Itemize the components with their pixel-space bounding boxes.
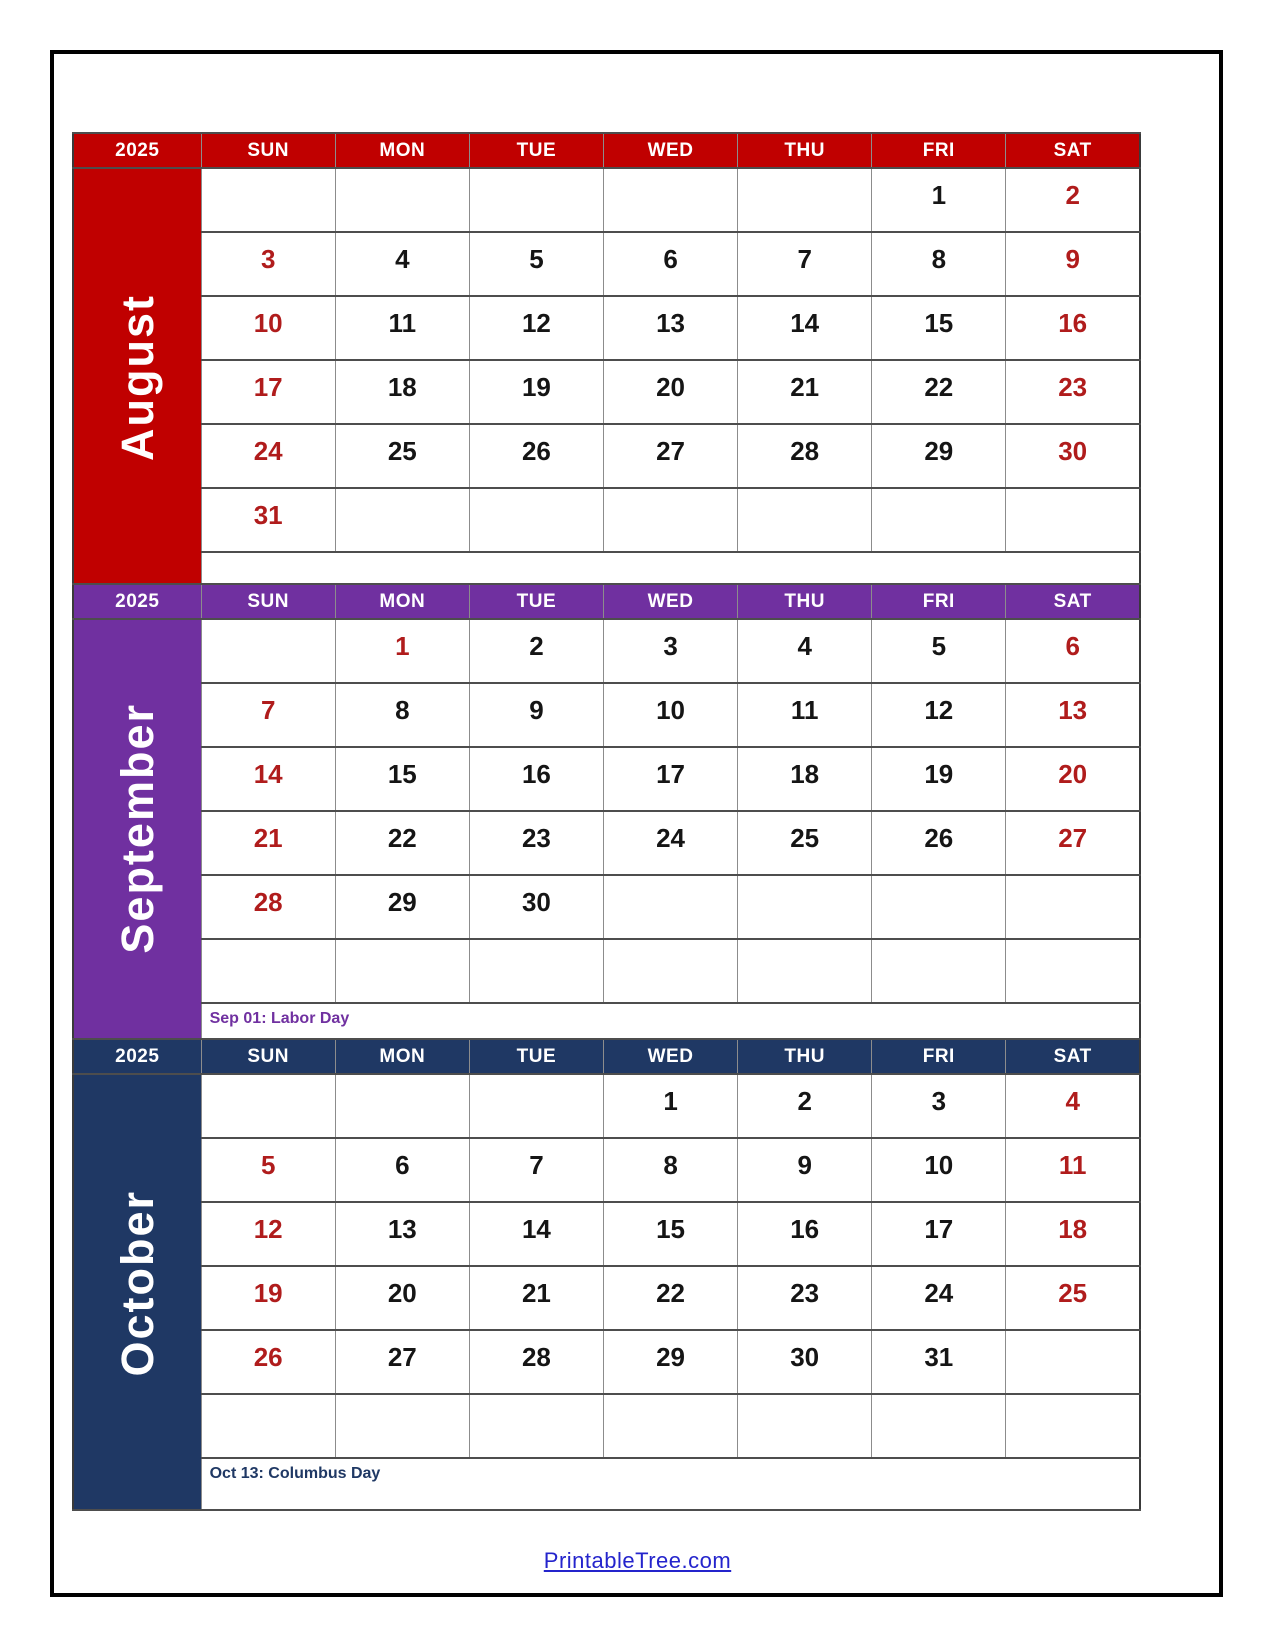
- date-cell-september-22: 22: [335, 811, 469, 875]
- date-cell-august-21: 21: [738, 360, 872, 424]
- date-cell-october-23: 23: [738, 1266, 872, 1330]
- date-cell-september-13: 13: [1006, 683, 1140, 747]
- day-header-wed: WED: [603, 133, 737, 168]
- date-cell-empty: [201, 939, 335, 1003]
- date-cell-october-22: 22: [603, 1266, 737, 1330]
- month-table-september: [72, 583, 1141, 1056]
- day-header-sat: SAT: [1006, 584, 1140, 619]
- date-cell-october-15: 15: [603, 1202, 737, 1266]
- week-row: [73, 1074, 1140, 1138]
- day-header-thu: THU: [738, 133, 872, 168]
- day-header-tue: TUE: [469, 1039, 603, 1074]
- day-header-wed: WED: [603, 584, 737, 619]
- holiday-note-october: Oct 13: Columbus Day: [201, 1458, 1140, 1510]
- date-cell-september-21: 21: [201, 811, 335, 875]
- header-row-october: [73, 1039, 1140, 1074]
- day-header-sat: SAT: [1006, 133, 1140, 168]
- date-cell-september-1: 1: [335, 619, 469, 683]
- date-cell-september-3: 3: [603, 619, 737, 683]
- date-cell-october-2: 2: [738, 1074, 872, 1138]
- date-cell-august-10: 10: [201, 296, 335, 360]
- week-row: [73, 811, 1140, 875]
- date-cell-october-13: 13: [335, 1202, 469, 1266]
- date-cell-empty: [469, 1394, 603, 1458]
- day-header-wed: WED: [603, 1039, 737, 1074]
- day-header-sun: SUN: [201, 133, 335, 168]
- date-cell-october-6: 6: [335, 1138, 469, 1202]
- date-cell-september-19: 19: [872, 747, 1006, 811]
- week-row: [73, 875, 1140, 939]
- date-cell-august-2: 2: [1006, 168, 1140, 232]
- date-cell-september-24: 24: [603, 811, 737, 875]
- day-header-tue: TUE: [469, 133, 603, 168]
- date-cell-empty: [469, 168, 603, 232]
- date-cell-september-28: 28: [201, 875, 335, 939]
- date-cell-empty: [872, 875, 1006, 939]
- date-cell-august-25: 25: [335, 424, 469, 488]
- week-row: [73, 1202, 1140, 1266]
- date-cell-september-25: 25: [738, 811, 872, 875]
- date-cell-august-3: 3: [201, 232, 335, 296]
- date-cell-august-7: 7: [738, 232, 872, 296]
- week-row: [73, 619, 1140, 683]
- date-cell-august-30: 30: [1006, 424, 1140, 488]
- date-cell-empty: [335, 488, 469, 552]
- date-cell-august-15: 15: [872, 296, 1006, 360]
- date-cell-september-14: 14: [201, 747, 335, 811]
- footer: [0, 1548, 1275, 1574]
- date-cell-empty: [738, 875, 872, 939]
- date-cell-september-26: 26: [872, 811, 1006, 875]
- month-label-september: September: [111, 703, 163, 954]
- date-cell-august-17: 17: [201, 360, 335, 424]
- week-row: [73, 1330, 1140, 1394]
- week-row: [73, 939, 1140, 1003]
- date-cell-empty: [738, 488, 872, 552]
- date-cell-september-7: 7: [201, 683, 335, 747]
- date-cell-august-31: 31: [201, 488, 335, 552]
- date-cell-empty: [603, 939, 737, 1003]
- date-cell-august-16: 16: [1006, 296, 1140, 360]
- date-cell-september-4: 4: [738, 619, 872, 683]
- header-row-september: [73, 584, 1140, 619]
- week-row: [73, 683, 1140, 747]
- date-cell-empty: [872, 488, 1006, 552]
- date-cell-august-9: 9: [1006, 232, 1140, 296]
- week-row: [73, 1266, 1140, 1330]
- date-cell-empty: [1006, 939, 1140, 1003]
- date-cell-empty: [603, 1394, 737, 1458]
- date-cell-october-30: 30: [738, 1330, 872, 1394]
- date-cell-september-10: 10: [603, 683, 737, 747]
- month-label-october: October: [111, 1190, 163, 1377]
- note-row-october: [73, 1458, 1140, 1510]
- date-cell-august-24: 24: [201, 424, 335, 488]
- date-cell-october-3: 3: [872, 1074, 1006, 1138]
- date-cell-september-20: 20: [1006, 747, 1140, 811]
- date-cell-empty: [335, 1394, 469, 1458]
- day-header-fri: FRI: [872, 133, 1006, 168]
- day-header-thu: THU: [738, 1039, 872, 1074]
- date-cell-empty: [1006, 488, 1140, 552]
- date-cell-august-20: 20: [603, 360, 737, 424]
- year-label-august: 2025: [73, 133, 201, 168]
- date-cell-october-27: 27: [335, 1330, 469, 1394]
- month-sidebar-september: [73, 619, 201, 1055]
- month-table-august: [72, 132, 1141, 605]
- month-label-august: August: [111, 294, 163, 461]
- date-cell-october-28: 28: [469, 1330, 603, 1394]
- day-header-sun: SUN: [201, 1039, 335, 1074]
- date-cell-september-2: 2: [469, 619, 603, 683]
- date-cell-empty: [335, 168, 469, 232]
- month-sidebar-august: [73, 168, 201, 604]
- day-header-fri: FRI: [872, 1039, 1006, 1074]
- month-sidebar-october: [73, 1074, 201, 1510]
- day-header-mon: MON: [335, 1039, 469, 1074]
- date-cell-october-10: 10: [872, 1138, 1006, 1202]
- date-cell-october-14: 14: [469, 1202, 603, 1266]
- date-cell-august-23: 23: [1006, 360, 1140, 424]
- date-cell-october-17: 17: [872, 1202, 1006, 1266]
- date-cell-october-9: 9: [738, 1138, 872, 1202]
- footer-link[interactable]: PrintableTree.com: [543, 1548, 732, 1573]
- year-label-october: 2025: [73, 1039, 201, 1074]
- date-cell-october-18: 18: [1006, 1202, 1140, 1266]
- week-row: [73, 1138, 1140, 1202]
- calendar-page-frame: [50, 50, 1223, 1597]
- date-cell-empty: [872, 1394, 1006, 1458]
- date-cell-empty: [201, 1074, 335, 1138]
- date-cell-september-30: 30: [469, 875, 603, 939]
- date-cell-october-24: 24: [872, 1266, 1006, 1330]
- day-header-tue: TUE: [469, 584, 603, 619]
- date-cell-september-18: 18: [738, 747, 872, 811]
- week-row: [73, 488, 1140, 552]
- date-cell-september-11: 11: [738, 683, 872, 747]
- date-cell-empty: [1006, 1394, 1140, 1458]
- date-cell-september-29: 29: [335, 875, 469, 939]
- date-cell-september-17: 17: [603, 747, 737, 811]
- year-label-september: 2025: [73, 584, 201, 619]
- date-cell-empty: [201, 1394, 335, 1458]
- date-cell-empty: [872, 939, 1006, 1003]
- date-cell-october-16: 16: [738, 1202, 872, 1266]
- date-cell-august-11: 11: [335, 296, 469, 360]
- date-cell-august-22: 22: [872, 360, 1006, 424]
- day-header-thu: THU: [738, 584, 872, 619]
- day-header-sun: SUN: [201, 584, 335, 619]
- date-cell-october-1: 1: [603, 1074, 737, 1138]
- date-cell-empty: [738, 1394, 872, 1458]
- date-cell-september-6: 6: [1006, 619, 1140, 683]
- date-cell-empty: [1006, 875, 1140, 939]
- date-cell-august-4: 4: [335, 232, 469, 296]
- date-cell-september-23: 23: [469, 811, 603, 875]
- day-header-mon: MON: [335, 584, 469, 619]
- date-cell-empty: [335, 1074, 469, 1138]
- week-row: [73, 232, 1140, 296]
- date-cell-october-5: 5: [201, 1138, 335, 1202]
- date-cell-october-25: 25: [1006, 1266, 1140, 1330]
- date-cell-october-31: 31: [872, 1330, 1006, 1394]
- date-cell-october-20: 20: [335, 1266, 469, 1330]
- week-row: [73, 747, 1140, 811]
- date-cell-empty: [603, 875, 737, 939]
- week-row: [73, 296, 1140, 360]
- day-header-mon: MON: [335, 133, 469, 168]
- month-table-october: [72, 1038, 1141, 1511]
- date-cell-october-21: 21: [469, 1266, 603, 1330]
- week-row: [73, 424, 1140, 488]
- date-cell-empty: [469, 939, 603, 1003]
- date-cell-september-9: 9: [469, 683, 603, 747]
- date-cell-october-29: 29: [603, 1330, 737, 1394]
- date-cell-august-28: 28: [738, 424, 872, 488]
- week-row: [73, 360, 1140, 424]
- date-cell-august-26: 26: [469, 424, 603, 488]
- date-cell-october-4: 4: [1006, 1074, 1140, 1138]
- date-cell-august-8: 8: [872, 232, 1006, 296]
- date-cell-empty: [603, 488, 737, 552]
- date-cell-august-29: 29: [872, 424, 1006, 488]
- date-cell-october-12: 12: [201, 1202, 335, 1266]
- date-cell-empty: [469, 488, 603, 552]
- date-cell-august-19: 19: [469, 360, 603, 424]
- holiday-note-september: Sep 01: Labor Day: [201, 1003, 1140, 1055]
- date-cell-september-27: 27: [1006, 811, 1140, 875]
- date-cell-october-19: 19: [201, 1266, 335, 1330]
- week-row: [73, 168, 1140, 232]
- date-cell-october-26: 26: [201, 1330, 335, 1394]
- header-row-august: [73, 133, 1140, 168]
- date-cell-september-8: 8: [335, 683, 469, 747]
- date-cell-october-8: 8: [603, 1138, 737, 1202]
- date-cell-october-7: 7: [469, 1138, 603, 1202]
- date-cell-empty: [603, 168, 737, 232]
- date-cell-empty: [335, 939, 469, 1003]
- date-cell-empty: [201, 619, 335, 683]
- date-cell-august-12: 12: [469, 296, 603, 360]
- date-cell-september-12: 12: [872, 683, 1006, 747]
- date-cell-august-6: 6: [603, 232, 737, 296]
- date-cell-august-5: 5: [469, 232, 603, 296]
- date-cell-empty: [1006, 1330, 1140, 1394]
- date-cell-august-27: 27: [603, 424, 737, 488]
- date-cell-august-1: 1: [872, 168, 1006, 232]
- date-cell-august-13: 13: [603, 296, 737, 360]
- date-cell-empty: [469, 1074, 603, 1138]
- day-header-fri: FRI: [872, 584, 1006, 619]
- date-cell-empty: [738, 939, 872, 1003]
- date-cell-september-16: 16: [469, 747, 603, 811]
- date-cell-october-11: 11: [1006, 1138, 1140, 1202]
- date-cell-empty: [738, 168, 872, 232]
- date-cell-august-18: 18: [335, 360, 469, 424]
- date-cell-august-14: 14: [738, 296, 872, 360]
- date-cell-empty: [201, 168, 335, 232]
- date-cell-september-5: 5: [872, 619, 1006, 683]
- day-header-sat: SAT: [1006, 1039, 1140, 1074]
- week-row: [73, 1394, 1140, 1458]
- date-cell-september-15: 15: [335, 747, 469, 811]
